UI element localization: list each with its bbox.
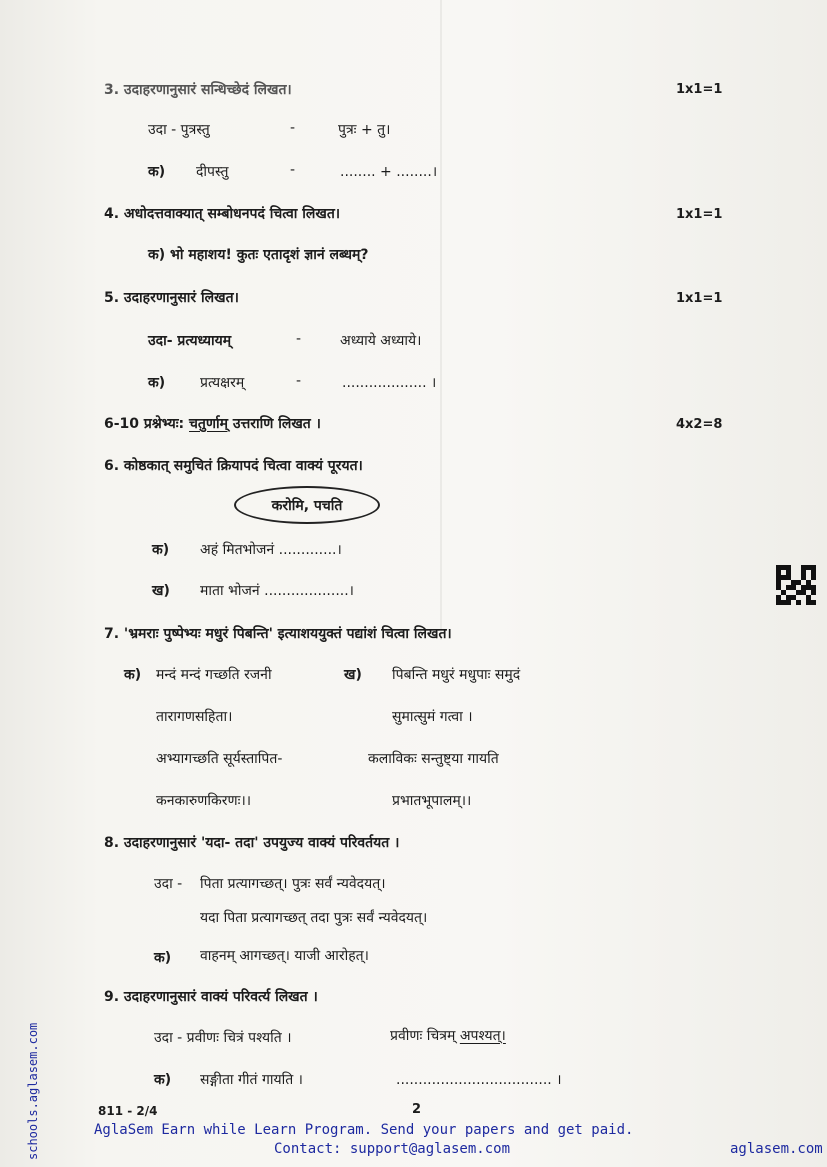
q3-part-a-label: क) xyxy=(148,164,166,180)
q7-option-b-line-4: प्रभातभूपालम्।। xyxy=(392,793,472,809)
q7-option-b-line-3: कलाविकः सन्तुष्ट्या गायति xyxy=(368,751,499,767)
q3-title: 3. उदाहरणानुसारं सन्धिच्छेदं लिखत। xyxy=(104,82,292,98)
page-number: 2 xyxy=(412,1102,422,1117)
q5-marks: 1x1=1 xyxy=(676,291,723,306)
q6-word-box: करोमि, पचति xyxy=(234,486,380,524)
q7-title: 7. 'भ्रमराः पुष्पेभ्यः मधुरं पिबन्ति' इत्याशययुक्तं पद्यांशं चित्वा लिखत। xyxy=(104,626,452,642)
q6-part-b-text: माता भोजनं ...................। xyxy=(200,583,354,599)
q5-part-a-blank: ................... । xyxy=(342,375,437,391)
q5-part-a-label: क) xyxy=(148,375,166,391)
q9-title: 9. उदाहरणानुसारं वाक्यं परिवर्त्य लिखत । xyxy=(104,989,318,1005)
q9-part-a-label: क) xyxy=(154,1072,172,1088)
q8-part-a-label: क) xyxy=(154,950,172,966)
q4-part-a: क) भो महाशय! कुतः एतादृशं ज्ञानं लब्धम्? xyxy=(148,247,369,263)
section-prefix: 6-10 प्रश्नेभ्यः xyxy=(104,416,179,432)
q6-part-b-label: ख) xyxy=(152,583,170,599)
q9-example-answer xyxy=(390,1026,506,1045)
q8-example-line-2: यदा पिता प्रत्यागच्छत् तदा पुत्रः सर्वं न्यवेदयत्। xyxy=(200,910,428,926)
q8-part-a-text: वाहनम् आगच्छत्। याजी आरोहत्। xyxy=(200,948,369,964)
q5-example-answer: अध्याये अध्याये। xyxy=(340,333,422,349)
q8-example-line-1: पिता प्रत्यागच्छत्। पुत्रः सर्वं न्यवेदयत्। xyxy=(200,876,386,892)
banner-line-1: AglaSem Earn while Learn Program. Send your papers and get paid. xyxy=(94,1122,634,1138)
q7-option-a-line-3: अभ्यागच्छति सूर्यस्तापित- xyxy=(156,751,283,767)
q4-marks: 1x1=1 xyxy=(676,207,723,222)
q7-option-b-line-1: पिबन्ति मधुरं मधुपाः समुदं xyxy=(392,667,521,683)
q6-part-a-text: अहं मितभोजनं .............। xyxy=(200,542,342,558)
q5-example-label: उदा- प्रत्यध्यायम् xyxy=(148,333,232,349)
q9-part-a-blank: ................................... । xyxy=(396,1072,562,1088)
q6-title: 6. कोष्ठकात् समुचितं क्रियापदं चित्वा वाक्यं पूरयत। xyxy=(104,458,363,474)
q3-marks: 1x1=1 xyxy=(676,82,723,97)
q9-example-answer-underlined: अपश्यत्। xyxy=(459,1028,506,1044)
section-suffix: उत्तराणि लिखत । xyxy=(232,416,321,432)
q7-option-a-line-1: मन्दं मन्दं गच्छति रजनी xyxy=(156,667,272,683)
qr-code-icon xyxy=(776,565,816,605)
q7-option-a-line-2: तारागणसहिता। xyxy=(156,709,233,725)
q3-example-label: उदा - पुत्रस्तु xyxy=(148,122,210,138)
q7-option-a-label: क) xyxy=(124,667,142,683)
page-fold xyxy=(440,0,442,640)
paper-code: 811 - 2/4 xyxy=(98,1104,158,1118)
q5-part-a-dash: - xyxy=(296,373,302,389)
banner-site: aglasem.com xyxy=(730,1141,823,1157)
q3-part-a-blank: ........ + ........। xyxy=(340,164,438,180)
q6-part-a-label: क) xyxy=(152,542,170,558)
q7-option-a-line-4: कनकारुणकिरणः।। xyxy=(156,793,252,809)
q5-title: 5. उदाहरणानुसारं लिखत। xyxy=(104,290,239,306)
section-marks: 4x2=8 xyxy=(676,417,723,432)
q7-option-b-label: ख) xyxy=(344,667,362,683)
q5-part-a-word: प्रत्यक्षरम् xyxy=(200,375,245,391)
q3-part-a-word: दीपस्तु xyxy=(196,164,229,180)
q8-example-label: उदा - xyxy=(154,876,183,892)
q9-example-answer-text: प्रवीणः चित्रम् xyxy=(390,1028,456,1044)
q3-example-dash: - xyxy=(290,120,296,136)
banner-side-url: schools.aglasem.com xyxy=(26,1022,40,1160)
q7-option-b-line-2: सुमात्सुमं गत्वा । xyxy=(392,709,473,725)
q9-example-text: उदा - प्रवीणः चित्रं पश्यति । xyxy=(154,1030,292,1046)
q3-part-a-dash: - xyxy=(290,162,296,178)
q3-example-answer: पुत्रः + तु। xyxy=(338,122,391,138)
q4-title: 4. अधोदत्तवाक्यात् सम्बोधनपदं चित्वा लिखत। xyxy=(104,206,341,222)
section-instruction: 6-10 प्रश्नेभ्यः: चतुर्णाम् उत्तराणि लिखत । xyxy=(104,416,321,432)
q8-title: 8. उदाहरणानुसारं 'यदा- तदा' उपयुज्य वाक्यं परिवर्तयत । xyxy=(104,835,400,851)
section-underlined: चतुर्णाम् xyxy=(189,416,229,432)
q9-part-a-text: सङ्गीता गीतं गायति । xyxy=(200,1072,303,1088)
banner-contact: Contact: support@aglasem.com xyxy=(274,1141,511,1157)
q5-example-dash: - xyxy=(296,331,302,347)
